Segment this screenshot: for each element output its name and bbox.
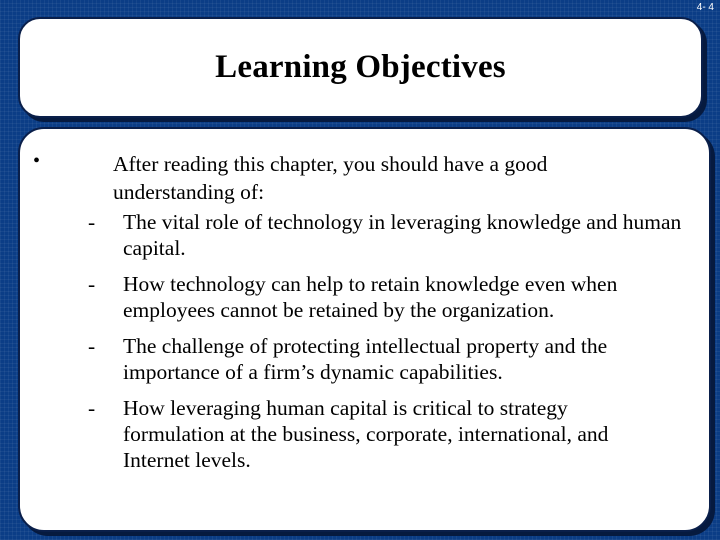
objective-text: How leveraging human capital is critical to strategy formulation at the business, corporate, international, and Internet levels. [123, 396, 609, 472]
list-item [20, 209, 709, 271]
slide-number: 4- 4 [696, 2, 714, 13]
dash-marker: - [88, 210, 96, 234]
objectives-list [20, 209, 709, 472]
slide-title: Learning Objectives [215, 49, 506, 85]
title-panel [18, 17, 703, 118]
bullet-marker: • [33, 150, 41, 172]
dash-marker: - [88, 334, 96, 358]
objective-text: The vital role of technology in leveraging knowledge and human capital. [123, 210, 682, 260]
list-item [20, 395, 709, 472]
list-item [20, 271, 709, 333]
content-panel [18, 127, 711, 532]
objective-text: How technology can help to retain knowledge even when employees cannot be retained by the organization. [123, 272, 618, 322]
dash-marker: - [88, 272, 96, 296]
intro-text: After reading this chapter, you should have a good understanding of: [113, 152, 548, 204]
objective-text: The challenge of protecting intellectual property and the importance of a firm’s dynamic capabilities. [123, 334, 608, 384]
dash-marker: - [88, 396, 96, 420]
list-item [20, 333, 709, 395]
